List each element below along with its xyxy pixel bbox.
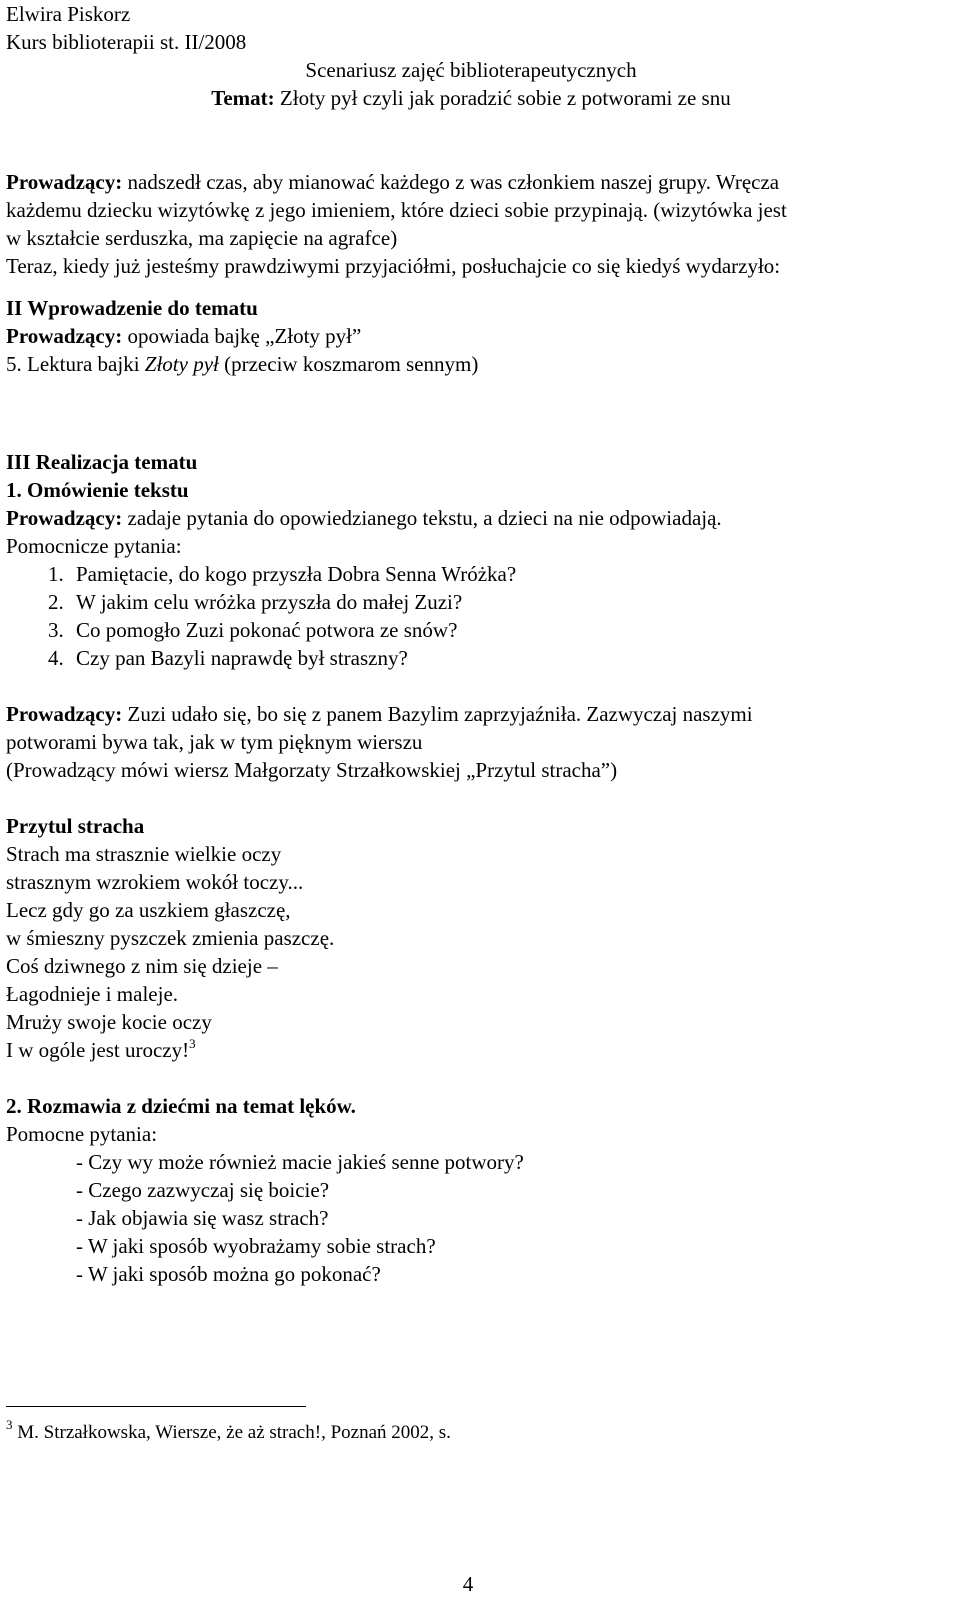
intro-line-2: każdemu dziecku wizytówkę z jego imieniem, które dzieci sobie przypinają. (wizytówka jest [6, 198, 787, 222]
spacer [6, 112, 936, 168]
poem-line: Strach ma strasznie wielkie oczy [6, 842, 282, 866]
section2-leader-line [6, 322, 936, 350]
footnote-text: M. Strzałkowska, Wiersze, że aż strach!, Poznań 2002, s. [12, 1422, 451, 1443]
spacer [6, 784, 936, 812]
list-item [6, 560, 936, 588]
list-item: - W jaki sposób wyobrażamy sobie strach? [76, 1234, 436, 1258]
section-heading-realization: III Realizacja tematu [6, 450, 198, 474]
closing-line-1 [6, 700, 936, 728]
closing-line-1-text: Zuzi udało się, bo się z panem Bazylim zaprzyjaźniła. Zazwyczaj naszymi [122, 702, 753, 726]
poem-line: Lecz gdy go za uszkiem głaszczę, [6, 898, 291, 922]
reading-suffix: (przeciw koszmarom sennym) [218, 352, 479, 376]
reading-line [6, 350, 936, 378]
subheading-text-discussion: 1. Omówienie tekstu [6, 478, 189, 502]
poem-line: Łagodnieje i maleje. [6, 982, 179, 1006]
helper-questions-list [6, 560, 936, 672]
closing-line-2: potworami bywa tak, jak w tym pięknym wierszu [6, 730, 423, 754]
list-item: - Czy wy może również macie jakieś senne potwory? [76, 1150, 524, 1174]
list-item-number: 1. [48, 562, 64, 586]
list-item-number: 3. [48, 618, 64, 642]
poem-line: Coś dziwnego z nim się dzieje – [6, 954, 278, 978]
footnote [6, 1417, 451, 1446]
list-item-text: Czy pan Bazyli naprawdę był straszny? [76, 646, 408, 670]
section3-leader-line [6, 504, 936, 532]
leader-label: Prowadzący: [6, 506, 123, 530]
spacer [6, 672, 936, 700]
reading-title: Złoty pył [144, 352, 219, 376]
spacer [6, 434, 936, 448]
poem-line: Mruży swoje kocie oczy [6, 1010, 212, 1034]
section-heading-introduction: II Wprowadzenie do tematu [6, 296, 258, 320]
poem-line: w śmieszny pyszczek zmienia paszczę. [6, 926, 335, 950]
footnote-separator [6, 1406, 306, 1407]
page-number: 4 [462, 1572, 474, 1596]
topic-text: Złoty pył czyli jak poradzić sobie z potworami ze snu [274, 86, 731, 110]
list-item: - Jak objawia się wasz strach? [76, 1206, 329, 1230]
topic-line [6, 84, 936, 112]
section3-leader-text: zadaje pytania do opowiedzianego tekstu, a dzieci na nie odpowiadają. [122, 506, 722, 530]
intro-line-3: w kształcie serduszka, ma zapięcie na agrafce) [6, 226, 398, 250]
list-item [6, 644, 936, 672]
poem-line: I w ogóle jest uroczy! [6, 1038, 190, 1062]
poem-line: strasznym wzrokiem wokół toczy... [6, 870, 304, 894]
author-name: Elwira Piskorz [6, 2, 131, 26]
intro-line-4: Teraz, kiedy już jesteśmy prawdziwymi przyjaciółmi, posłuchajcie co się kiedyś wydarzyło: [6, 254, 781, 278]
spacer [6, 378, 936, 434]
list-item: - W jaki sposób można go pokonać? [76, 1262, 381, 1286]
course-name: Kurs biblioterapii st. II/2008 [6, 30, 247, 54]
leader-label: Prowadzący: [6, 702, 123, 726]
section-heading-fears: 2. Rozmawia z dziećmi na temat lęków. [6, 1094, 356, 1118]
leader-label: Prowadzący: [6, 324, 123, 348]
list-item-text: W jakim celu wróżka przyszła do małej Zuzi? [76, 590, 463, 614]
fear-questions-list [6, 1148, 936, 1288]
topic-label: Temat: [211, 86, 275, 110]
list-item: - Czego zazwyczaj się boicie? [76, 1178, 330, 1202]
list-item-number: 2. [48, 590, 64, 614]
list-item-text: Co pomogło Zuzi pokonać potwora ze snów? [76, 618, 458, 642]
closing-line-3: (Prowadzący mówi wiersz Małgorzaty Strzałkowskiej „Przytul stracha”) [6, 758, 618, 782]
poem-last-line [6, 1036, 936, 1064]
reading-prefix: 5. Lektura bajki [6, 352, 145, 376]
intro-line-1-text: nadszedł czas, aby mianować każdego z was członkiem naszej grupy. Wręcza [122, 170, 780, 194]
poem-title: Przytul stracha [6, 814, 145, 838]
footnote-reference[interactable]: 3 [189, 1036, 196, 1051]
scenario-title: Scenariusz zajęć biblioterapeutycznych [305, 58, 637, 82]
leader-label: Prowadzący: [6, 170, 123, 194]
section2-leader-text: opowiada bajkę „Złoty pył” [122, 324, 362, 348]
list-item-number: 4. [48, 646, 64, 670]
footnote-marker: 3 [6, 1417, 13, 1432]
intro-line-1 [6, 168, 936, 196]
document-page [6, 0, 936, 1288]
list-item [6, 588, 936, 616]
spacer [6, 1064, 936, 1092]
helper-questions-label: Pomocnicze pytania: [6, 534, 182, 558]
list-item-text: Pamiętacie, do kogo przyszła Dobra Senna Wróżka? [76, 562, 517, 586]
helper-questions-label: Pomocne pytania: [6, 1122, 158, 1146]
list-item [6, 616, 936, 644]
spacer [6, 280, 936, 294]
